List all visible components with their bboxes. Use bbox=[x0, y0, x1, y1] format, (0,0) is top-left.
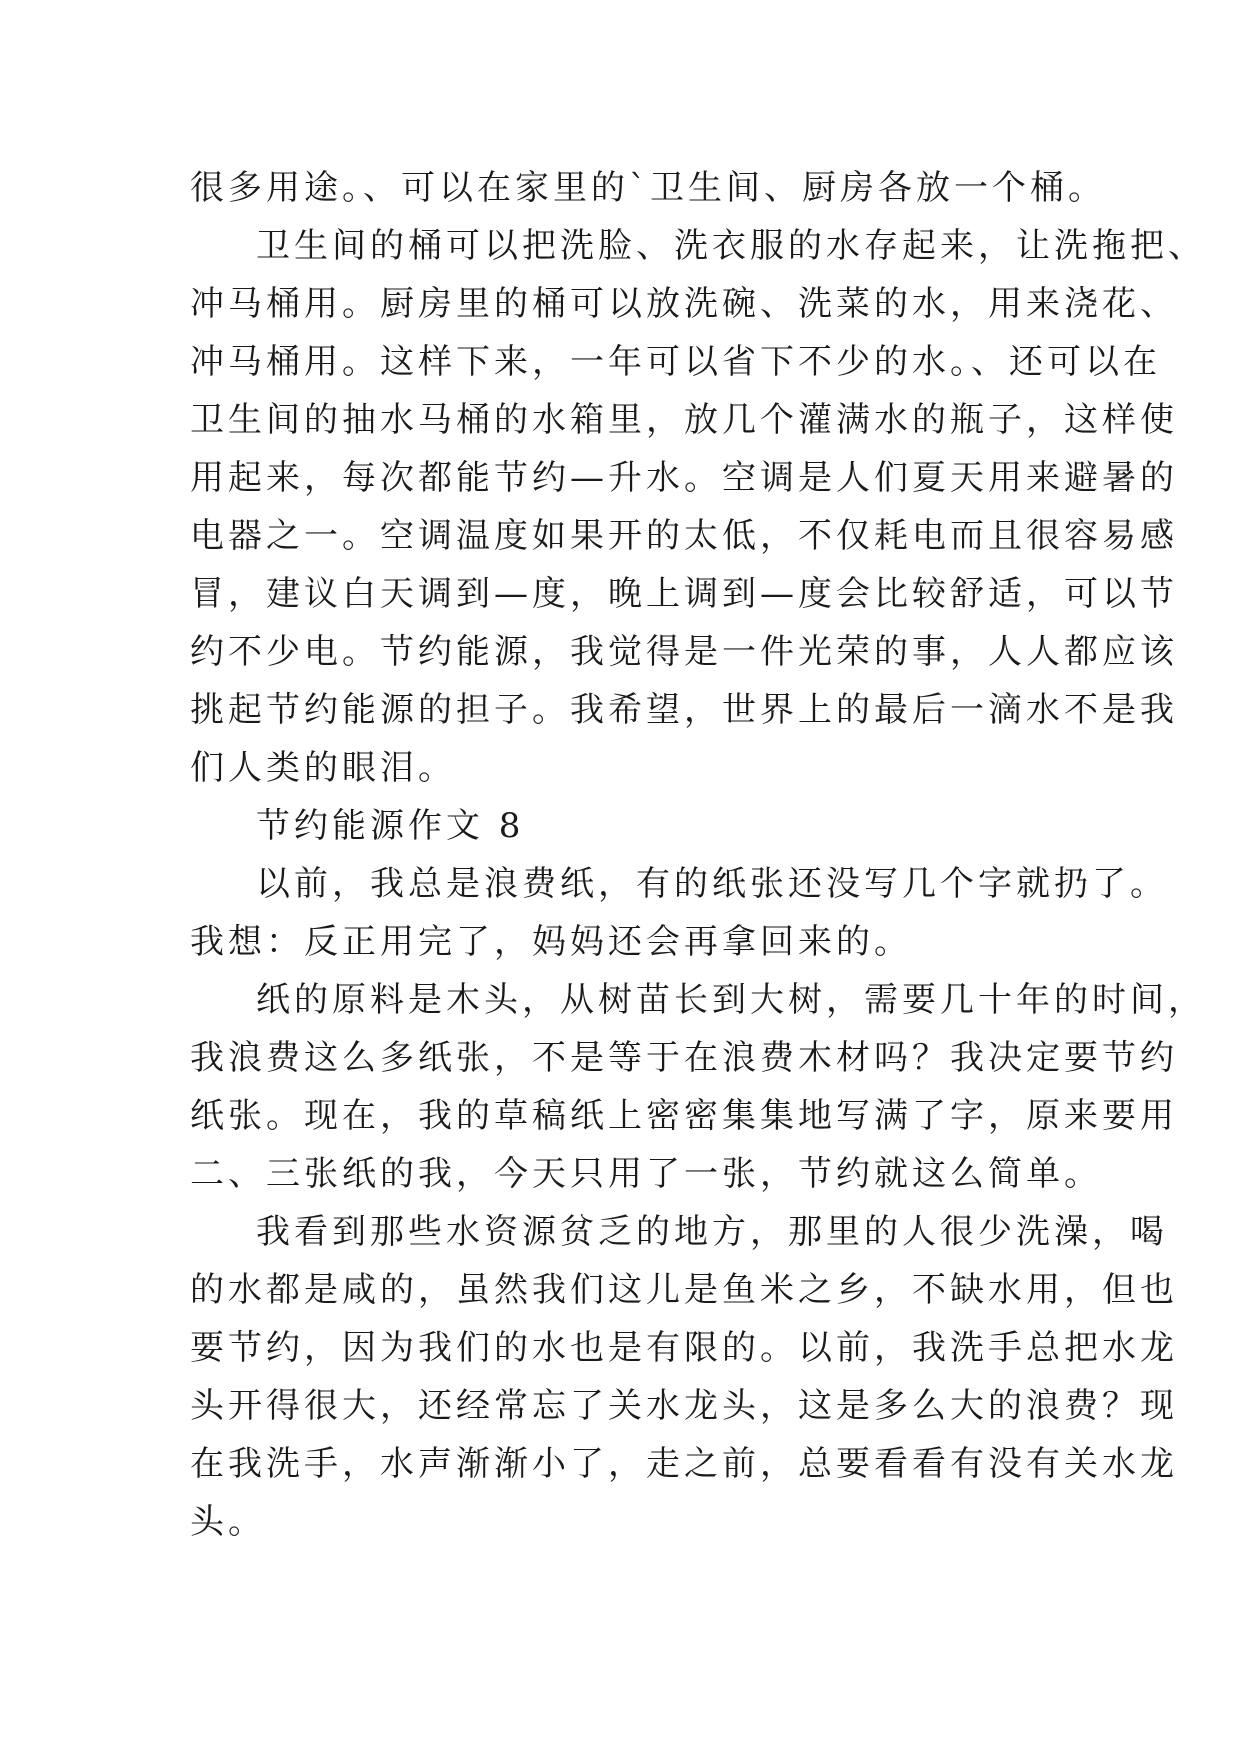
text-line: 二、三张纸的我，今天只用了一张，节约就这么简单。 bbox=[190, 1154, 1102, 1194]
text-line: 挑起节约能源的担子。我希望，世界上的最后一滴水不是我 bbox=[190, 690, 1178, 730]
text-line: 们人类的眼泪。 bbox=[190, 748, 456, 788]
text-line: 冲马桶用。这样下来，一年可以省下不少的水。、还可以在 bbox=[190, 342, 1161, 382]
paragraph-line: 纸的原料是木头，从树苗长到大树，需要几十年的时间， bbox=[256, 980, 1206, 1020]
text-line: 用起来，每次都能节约—升水。空调是人们夏天用来避暑的 bbox=[190, 458, 1178, 498]
text-line: 冒，建议白天调到—度，晚上调到—度会比较舒适，可以节 bbox=[190, 574, 1178, 614]
text-line: 头。 bbox=[190, 1502, 266, 1542]
text-line: 的水都是咸的，虽然我们这儿是鱼米之乡，不缺水用，但也 bbox=[190, 1270, 1178, 1310]
text-line: 我浪费这么多纸张，不是等于在浪费木材吗？我决定要节约 bbox=[190, 1038, 1178, 1078]
paragraph-line: 我看到那些水资源贫乏的地方，那里的人很少洗澡，喝 bbox=[256, 1212, 1168, 1252]
text-line: 在我洗手，水声渐渐小了，走之前，总要看看有没有关水龙 bbox=[190, 1444, 1178, 1484]
text-line: 纸张。现在，我的草稿纸上密密集集地写满了字，原来要用 bbox=[190, 1096, 1178, 1136]
text-line: 要节约，因为我们的水也是有限的。以前，我洗手总把水龙 bbox=[190, 1328, 1178, 1368]
text-line: 很多用途。、可以在家里的`卫生间、厨房各放一个桶。 bbox=[190, 168, 1106, 208]
text-line: 头开得很大，还经常忘了关水龙头，这是多么大的浪费？现 bbox=[190, 1386, 1178, 1426]
text-line: 约不少电。节约能源，我觉得是一件光荣的事，人人都应该 bbox=[190, 632, 1178, 672]
text-line: 电器之一。空调温度如果开的太低，不仅耗电而且很容易感 bbox=[190, 516, 1178, 556]
text-line: 卫生间的抽水马桶的水箱里，放几个灌满水的瓶子，这样使 bbox=[190, 400, 1178, 440]
text-line: 冲马桶用。厨房里的桶可以放洗碗、洗菜的水，用来浇花、 bbox=[190, 284, 1178, 324]
section-heading: 节约能源作文 8 bbox=[256, 806, 525, 846]
text-line: 我想：反正用完了，妈妈还会再拿回来的。 bbox=[190, 922, 912, 962]
paragraph-line: 卫生间的桶可以把洗脸、洗衣服的水存起来，让洗拖把、 bbox=[256, 226, 1206, 266]
paragraph-line: 以前，我总是浪费纸，有的纸张还没写几个字就扔了。 bbox=[256, 864, 1168, 904]
